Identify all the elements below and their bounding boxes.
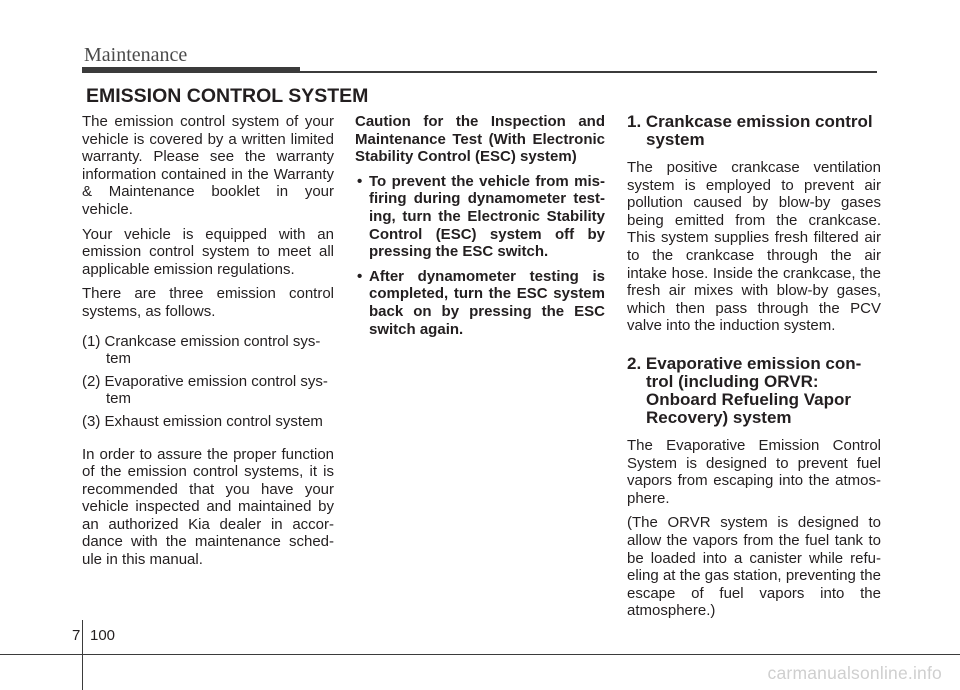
evaporative-paragraph: The Evaporative Emission Control System is designed to prevent fuel vapors from escaping into the atmos-phere. [627, 436, 881, 507]
running-header: Maintenance [84, 44, 188, 66]
watermark: carmanualsonline.info [767, 663, 942, 683]
section-title: EMISSION CONTROL SYSTEM [86, 85, 369, 107]
bullet-item: • To prevent the vehicle from mis-firing during dynamometer test-ing, turn the Electronic Stability Control (ESC) system off by pressing the ESC switch. [357, 172, 605, 261]
equipment-paragraph: Your vehicle is equipped with an emission control system to meet all applicable emission regulations. [82, 225, 334, 278]
systems-list [82, 333, 334, 431]
bullet-icon: • [357, 267, 363, 285]
warranty-paragraph: The emission control system of your vehicle is covered by a written limited warranty. Please see the warranty information contained in the Warranty & Maintenance booklet in your vehicle. [82, 113, 334, 218]
crankcase-heading: 1. Crankcase emission control system [627, 112, 873, 149]
bullet-icon: • [357, 172, 363, 190]
bullet-item: • After dynamometer testing is completed, turn the ESC system back on by pressing the ESC switch again. [357, 267, 605, 338]
caution-bullets [355, 173, 605, 338]
crankcase-paragraph: The positive crankcase ventilation system is employed to prevent air pollution caused by blow-by gases being emitted from the crankcase. This system supplies fresh filtered air to the crankcase through the air intake hose. Inside the crankcase, the fresh air mixes with blow-by gases, which then pass through the PCV valve into the induction system. [627, 159, 881, 335]
page-number: 100 [90, 627, 116, 644]
footer-vertical-rule [82, 620, 83, 690]
chapter-number: 7 [72, 627, 81, 644]
column-middle [355, 113, 605, 345]
list-item: (2) Evaporative emission control sys-tem [82, 372, 328, 408]
systems-intro-paragraph: There are three emission control systems, as follows. [82, 285, 334, 320]
list-item: (1) Crankcase emission control sys-tem [82, 332, 321, 368]
evaporative-heading: 2. Evaporative emission con-trol (including ORVR: Onboard Refueling Vapor Recovery) system [627, 353, 862, 427]
header-rule-thick [82, 67, 300, 73]
caution-heading: Caution for the Inspection and Maintenance Test (With Electronic Stability Control (ESC) system) [355, 113, 605, 166]
header-rule-thin [300, 71, 877, 73]
column-left [82, 113, 334, 576]
column-right [627, 113, 881, 627]
orvr-paragraph: (The ORVR system is designed to allow the vapors from the fuel tank to be loaded into a canister while refu-eling at the gas station, preventing the escape of fuel vapors into the atmosphere.) [627, 514, 881, 620]
inspection-paragraph: In order to assure the proper function of the emission control systems, it is recommended that you have your vehicle inspected and maintained by an authorized Kia dealer in accor-dance with the maintenance sched-ule in this manual. [82, 445, 334, 569]
list-item: (3) Exhaust emission control system [82, 412, 323, 430]
footer-horizontal-rule [0, 654, 960, 655]
